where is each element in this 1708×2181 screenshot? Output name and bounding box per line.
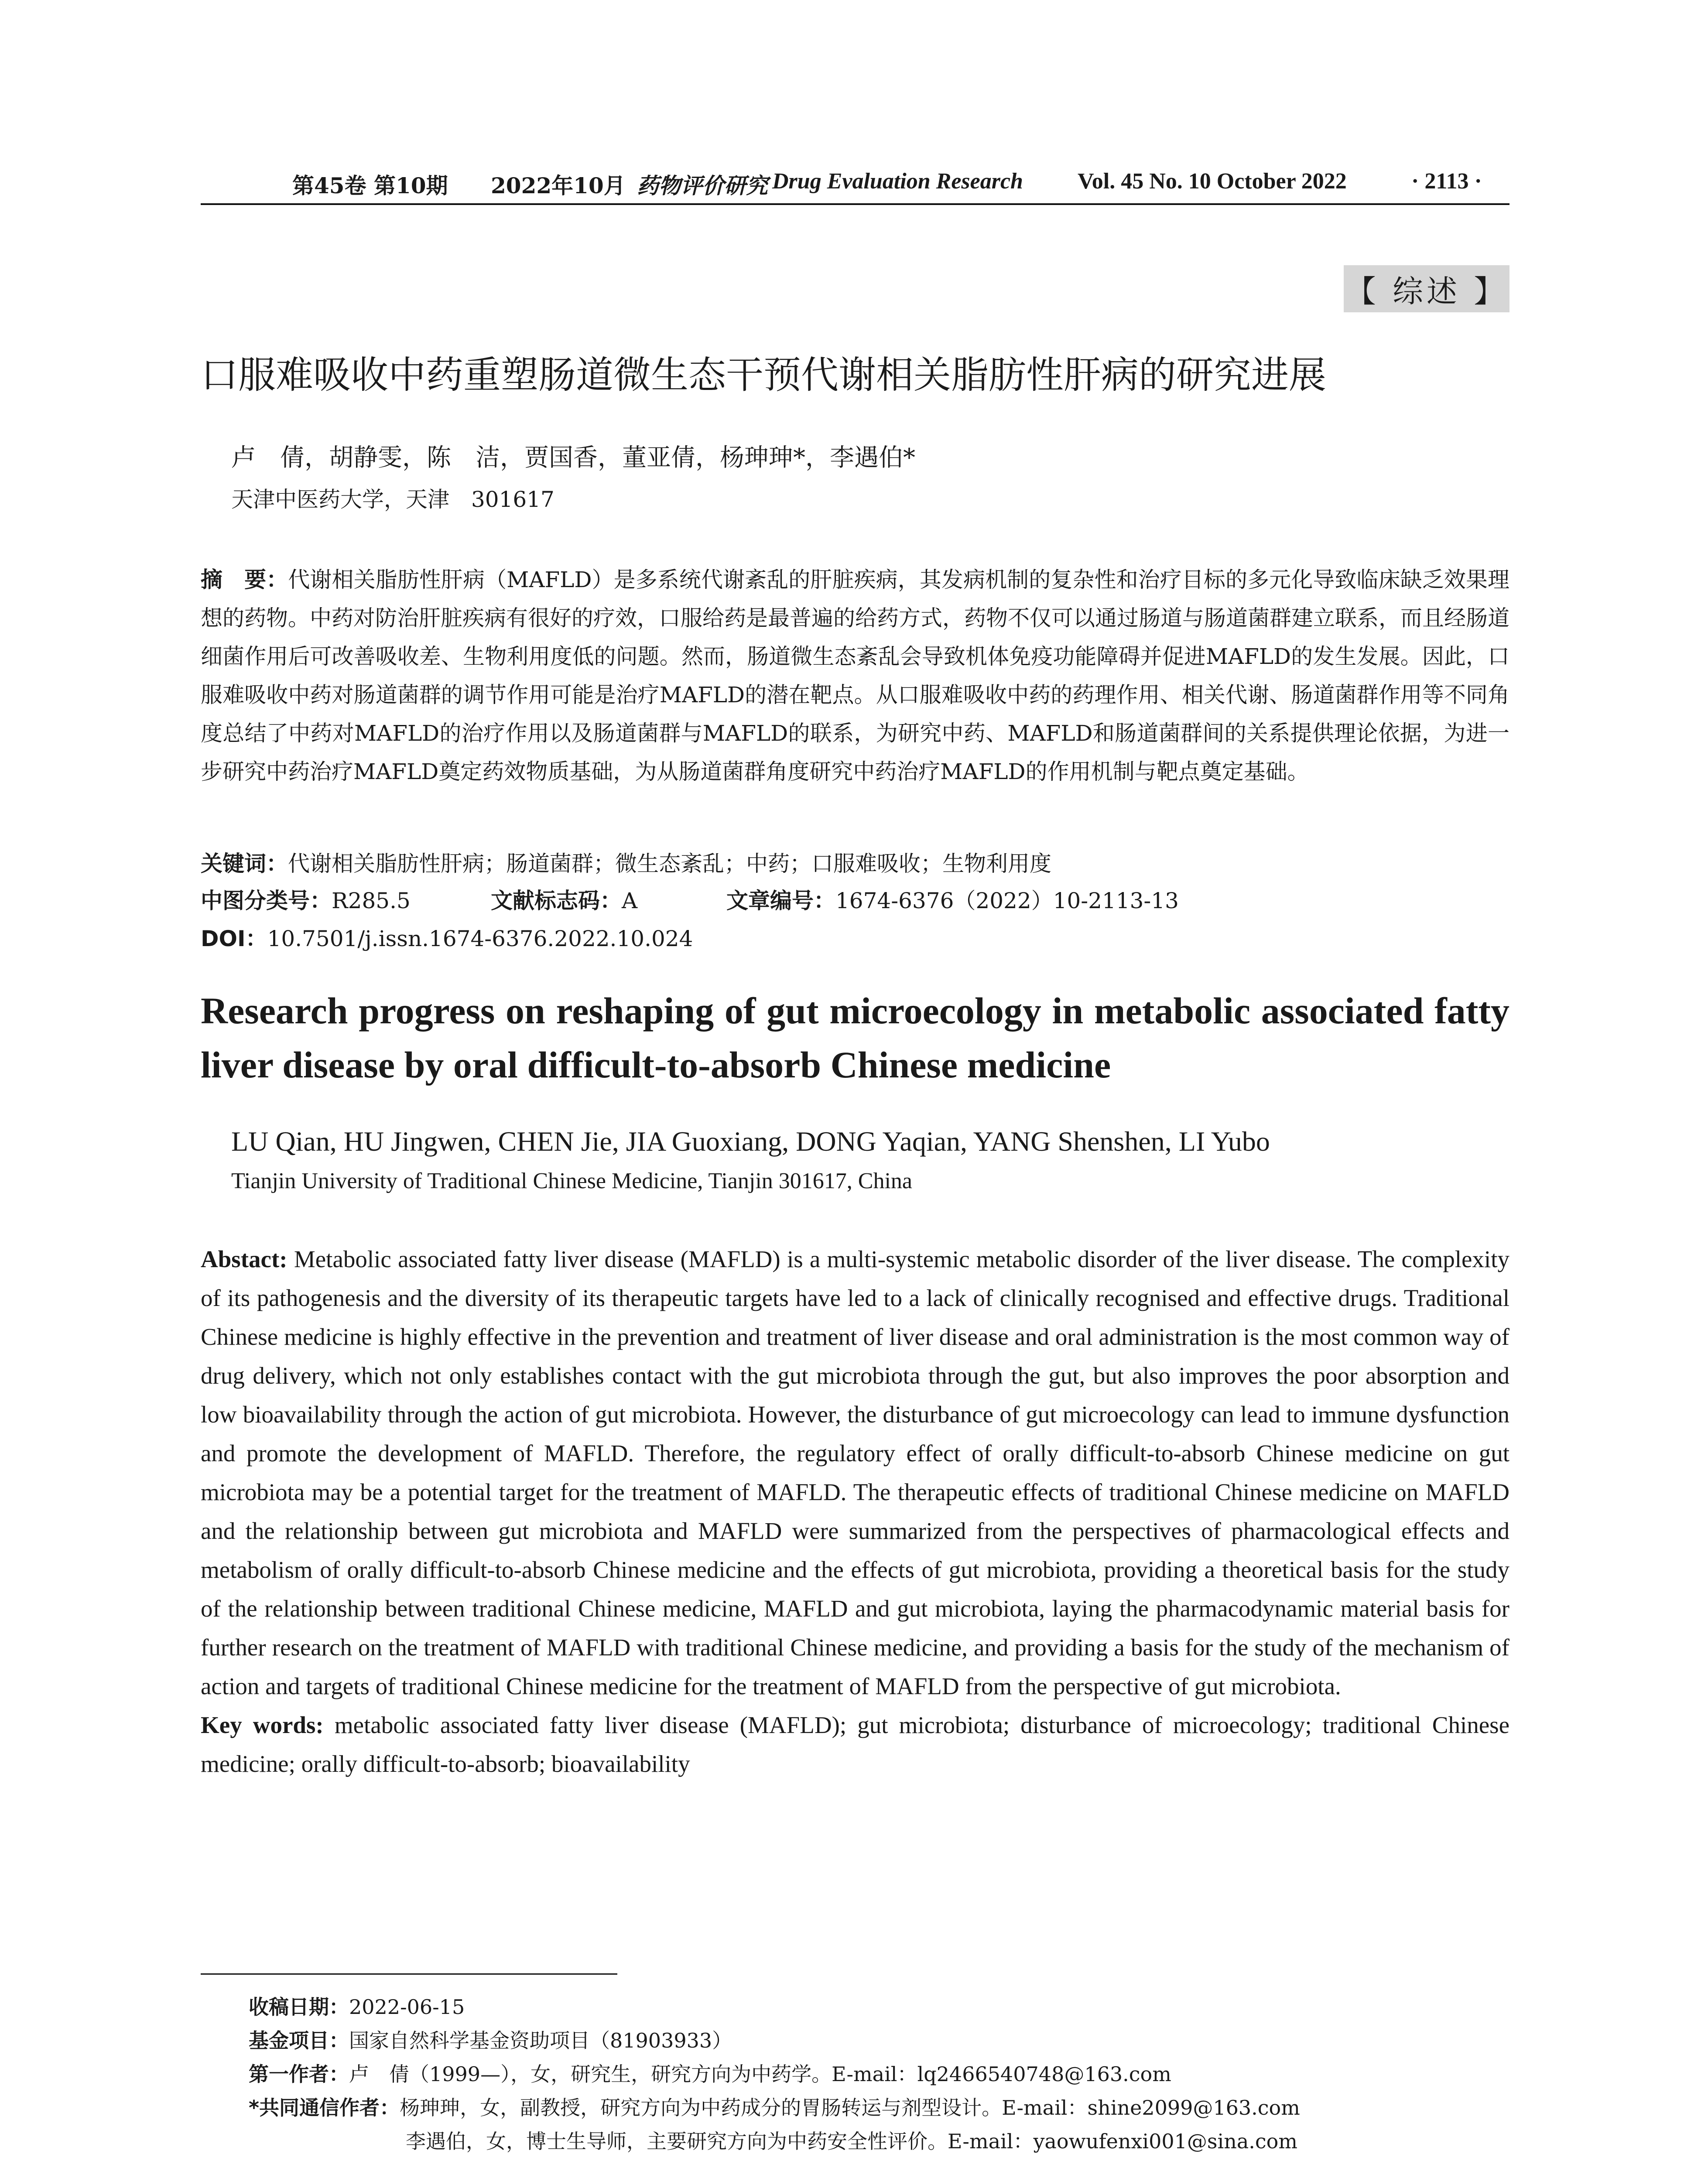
keywords-en-label: Key words: [201,1712,324,1738]
header-page-number: · 2113 · [1411,169,1482,194]
title-cn: 口服难吸收中药重塑肠道微生态干预代谢相关脂肪性肝病的研究进展 [201,353,1326,397]
header-rule [201,203,1509,205]
footnote-received [249,1991,465,2020]
first-author-value: 卢 倩（1999—），女，研究生，研究方向为中药学。E-mail：lq2466540748@163.com [349,2062,1171,2086]
doc-code-label: 文献标志码： [491,888,622,913]
fund-value: 国家自然科学基金资助项目（81903933） [349,2029,732,2052]
authors-cn: 卢 倩，胡静雯，陈 洁，贾国香，董亚倩，杨珅珅*，李遇伯* [231,444,915,472]
keywords-en-text: metabolic associated fatty liver disease (MAFLD); gut microbiota; disturbance of microecology; traditional Chinese medicine; orally difficult-to-absorb; bioavailability [201,1712,1510,1777]
abstract-en-text: Metabolic associated fatty liver disease (MAFLD) is a multi-systemic metabolic disorder of the liver disease. The complexity of its pathogenesis and the diversity of its therapeutic targets have led to a lack of clinically recognised and effective drugs. Traditional Chinese medicine is highly effective in the prevention and treatment of liver disease and oral administration is the most common way of drug delivery, which not only establishes contact with the gut microbiota through the gut, but also improves the poor absorption and low bioavailability through the action of gut microbiota. However, the disturbance of gut microecology can lead to immune dysfunction and promote the development of MAFLD. Therefore, the regulatory effect of orally difficult-to-absorb Chinese medicine on gut microbiota may be a potential target for the treatment of MAFLD. The therapeutic effects of traditional Chinese medicine on MAFLD and the relationship between gut microbiota and MAFLD were summarized from the perspectives of pharmacological effects and metabolism of orally difficult-to-absorb Chinese medicine and the effects of gut microbiota, providing a theoretical basis for the study of the relationship between traditional Chinese medicine, MAFLD and gut microbiota, laying the pharmacodynamic material basis for further research on the treatment of MAFLD with traditional Chinese medicine, and providing a basis for the study of the mechanism of action and targets of traditional Chinese medicine for the treatment of MAFLD from the perspective of gut microbiota. [201,1246,1509,1699]
running-header [201,164,1509,203]
fund-label: 基金项目： [249,2029,349,2052]
header-journal-cn: 药物评价研究 [637,173,768,198]
article-number-value: 1674-6376（2022）10-2113-13 [835,888,1179,913]
doc-code-value: A [622,888,638,913]
doi-label: DOI： [201,926,267,951]
clc-number [201,883,411,915]
authors-en: LU Qian, HU Jingwen, CHEN Jie, JIA Guoxiang, DONG Yaqian, YANG Shenshen, LI Yubo [231,1126,1270,1157]
corresponding-value-1: 杨珅珅，女，副教授，研究方向为中药成分的胃肠转运与剂型设计。E-mail：shine2099@163.com [400,2096,1300,2119]
footnote-fund [249,2025,732,2054]
keywords-cn-text: 代谢相关脂肪性肝病；肠道菌群；微生态紊乱；中药；口服难吸收；生物利用度 [288,851,1051,876]
doi-line [201,921,693,953]
keywords-cn-label: 关键词： [201,851,288,876]
title-en: Research progress on reshaping of gut microecology in metabolic associated fatty liver disease by oral difficult-to-absorb Chinese medicine [201,990,1509,1086]
footnote-first-author [249,2058,1171,2087]
affiliation-cn: 天津中医药大学，天津 301617 [231,487,555,512]
footnote-corresponding-2: 李遇伯，女，博士生导师，主要研究方向为中药安全性评价。E-mail：yaowufenxi001@sina.com [406,2130,1297,2153]
keywords-cn [201,846,1051,878]
clc-label: 中图分类号： [201,888,332,913]
article-number [726,883,1179,915]
corresponding-label: *共同通信作者： [249,2096,400,2119]
header-date-cn: 2022年10月 [491,173,626,198]
received-value: 2022-06-15 [349,1995,465,2019]
section-tag: 【 综述 】 [1344,265,1509,312]
article-number-label: 文章编号： [726,888,835,913]
abstract-cn-label: 摘 要： [201,567,288,592]
header-volume-en: Vol. 45 No. 10 October 2022 [1078,169,1347,194]
header-journal-en: Drug Evaluation Research [772,169,1023,194]
doi-value: 10.7501/j.issn.1674-6376.2022.10.024 [267,926,693,951]
header-volume-cn: 第45卷 第10期 [292,173,448,198]
document-code [491,883,637,915]
abstract-cn-text: 代谢相关脂肪性肝病（MAFLD）是多系统代谢紊乱的肝脏疾病，其发病机制的复杂性和治疗目标的多元化导致临床缺乏效果理想的药物。中药对防治肝脏疾病有很好的疗效，口服给药是最普遍的给药方式，药物不仅可以通过肠道与肠道菌群建立联系，而且经肠道细菌作用后可改善吸收差、生物利用度低的问题。然而，肠道微生态紊乱会导致机体免疫功能障碍并促进MAFLD的发生发展。因此，口服难吸收中药对肠道菌群的调节作用可能是治疗MAFLD的潜在靶点。从口服难吸收中药的药理作用、相关代谢、肠道菌群作用等不同角度总结了中药对MAFLD的治疗作用以及肠道菌群与MAFLD的联系，为研究中药、MAFLD和肠道菌群间的关系提供理论依据，为进一步研究中药治疗MAFLD奠定药效物质基础，为从肠道菌群角度研究中药治疗MAFLD的作用机制与靶点奠定基础。 [201,567,1509,784]
received-label: 收稿日期： [249,1995,349,2019]
clc-value: R285.5 [332,888,411,913]
affiliation-en: Tianjin University of Traditional Chinese Medicine, Tianjin 301617, China [231,1169,912,1193]
abstract-en [201,1240,1509,1783]
first-author-label: 第一作者： [249,2062,349,2086]
footnote-corresponding [249,2092,1300,2121]
abstract-cn [201,561,1509,791]
footnote-rule [201,1973,617,1975]
abstract-en-label: Abstact: [201,1246,288,1272]
